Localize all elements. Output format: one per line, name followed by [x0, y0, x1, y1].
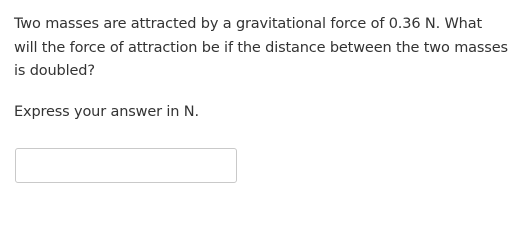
- answer-input[interactable]: [15, 148, 237, 183]
- answer-instruction: Express your answer in N.: [14, 104, 199, 120]
- question-text: Two masses are attracted by a gravitational force of 0.36 N. What will the force of attraction be if the distance between the two masses is doubled?: [14, 16, 508, 79]
